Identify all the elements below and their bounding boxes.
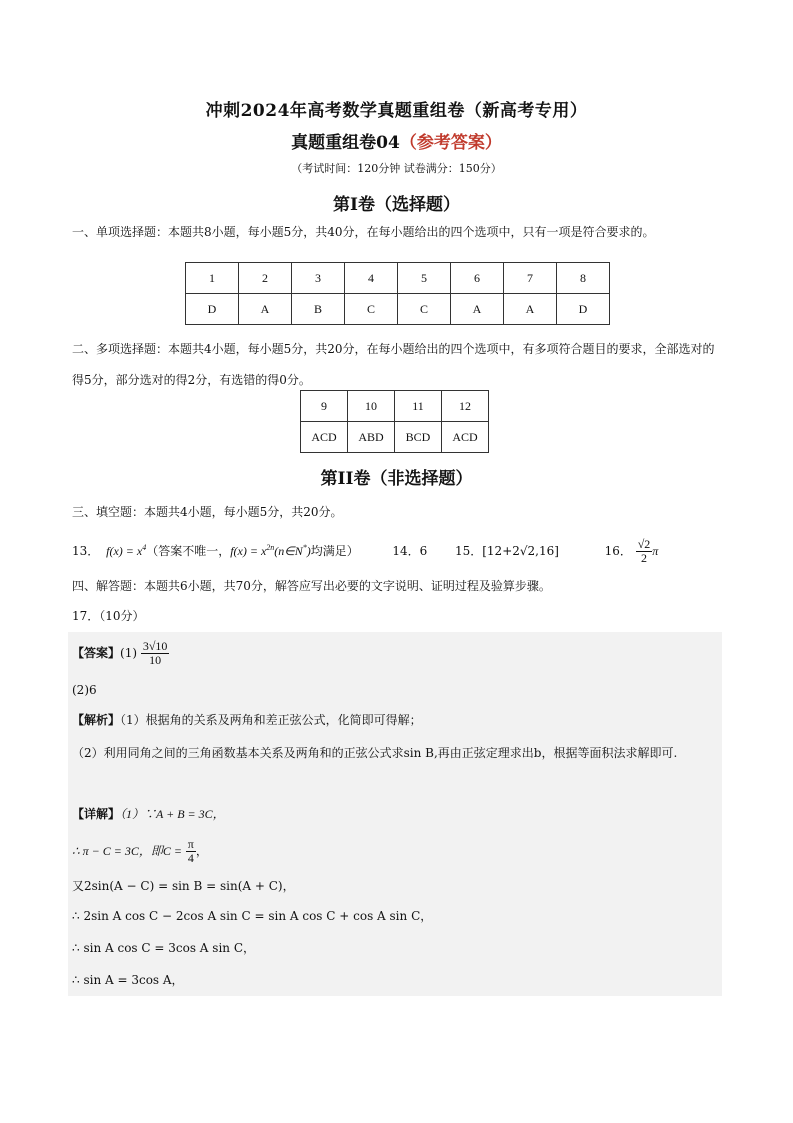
pi-symbol: π [652,544,659,558]
detail-eq-4: ∴ 2sin A cos C − 2cos A sin C = sin A cos C + cos A sin C， [72,909,433,923]
detail-line-1 [72,804,225,824]
detail-eq-3: 又2sin(A − C) = sin B = sin(A + C)， [72,879,295,893]
table-cell: 10 [348,391,395,422]
table-cell: ABD [348,422,395,453]
table-cell: 4 [345,263,398,294]
table-row [186,263,610,294]
table-cell: 9 [301,391,348,422]
answer-fraction: $\frac{3√10}{10}$ [142,639,168,667]
table-cell: 2 [239,263,292,294]
table-cell: C [398,294,451,325]
analysis-line-1 [72,710,422,730]
fill-answers [72,538,658,565]
table-cell: D [186,294,239,325]
table-cell: 11 [395,391,442,422]
table-cell: A [239,294,292,325]
fill-intro: 三、填空题：本题共4小题，每小题5分，共20分。 [72,505,343,519]
analysis-label: 【解析】 [72,713,121,727]
multi-choice-intro: 二、多项选择题：本题共4小题，每小题5分，共20分，在每小题给出的四个选项中，有多项符合题目的要求，全部选对的得5分，部分选对的得2分，有选错的得0分。 [72,342,715,387]
table-cell: 8 [557,263,610,294]
table-row [186,294,610,325]
detail-eq-6: ∴ sin A = 3cos A， [72,973,184,987]
q14-answer: 14．6 [392,544,428,558]
table-cell: 1 [186,263,239,294]
page-title: 冲刺2024年高考数学真题重组卷（新高考专用） [205,101,588,121]
analysis-text-1: （1）根据角的关系及两角和差正弦公式，化简即可得解； [120,713,422,727]
table-cell: 6 [451,263,504,294]
q17-title: 17．（10分） [72,609,145,623]
answer-line [72,640,169,667]
table-cell: A [451,294,504,325]
table-cell: B [292,294,345,325]
q13-note: （答案不唯一， [146,544,231,558]
detail-eq-2: ∴ π − C = 3C，即C = [72,844,182,858]
q13-label: 13． [72,544,100,558]
answer-part2: (2)6 [72,683,97,697]
table-cell: A [504,294,557,325]
pi-over-4-fraction: $\frac{\pi}{4}$ [187,837,194,865]
table-cell: ACD [301,422,348,453]
table-cell: 3 [292,263,345,294]
answer-label: 【答案】 [72,646,121,660]
q13-formula: $f(x) = x^4$ [103,543,147,558]
table-cell: D [557,294,610,325]
part1-heading: 第I卷（选择题） [333,195,460,215]
table-cell: ACD [442,422,489,453]
detail-label: 【详解】 [72,807,121,821]
table-cell: 12 [442,391,489,422]
analysis-text-2: （2）利用同角之间的三角函数基本关系及两角和的正弦公式求sin B,再由正弦定理求出b，根据等面积法求解即可. [72,746,678,760]
q16-label: 16． [604,544,632,558]
table-cell: 7 [504,263,557,294]
table-cell: BCD [395,422,442,453]
subtitle-main: 真题重组卷04 [291,133,400,153]
q13-note-end: 均满足） [310,544,359,558]
detail-line-2: ∴ π − C = 3C，即C = $\frac{\pi}{4}$ ， [72,837,208,865]
solve-intro: 四、解答题：本题共6小题，共70分，解答应写出必要的文字说明、证明过程及验算步骤。 [72,579,551,593]
multi-choice-answer-table [300,390,489,453]
q16-fraction: $\frac{√2}{2}$ [637,537,651,565]
single-choice-answer-table [185,262,610,325]
detail-eq-5: ∴ sin A cos C = 3cos A sin C， [72,941,256,955]
table-cell: C [345,294,398,325]
page-subtitle [0,128,793,153]
q15-answer: 15．[12+2√2,16] [454,544,559,558]
single-choice-intro: 一、单项选择题：本题共8小题，每小题5分，共40分，在每小题给出的四个选项中，只有一项是符合要求的。 [72,225,655,239]
table-row [301,422,489,453]
answer-part1: (1) [120,646,138,660]
table-cell: 5 [398,263,451,294]
q13-formula-general: $f(x) = x^{2n}(n\in N^*)$ [230,543,311,558]
table-row [301,391,489,422]
subtitle-reference: （参考答案） [399,133,502,153]
detail-eq-1: （1）∵A + B = 3C， [120,807,225,821]
part2-heading: 第II卷（非选择题） [320,469,473,489]
exam-info: （考试时间：120分钟 试卷满分：150分） [291,162,502,175]
